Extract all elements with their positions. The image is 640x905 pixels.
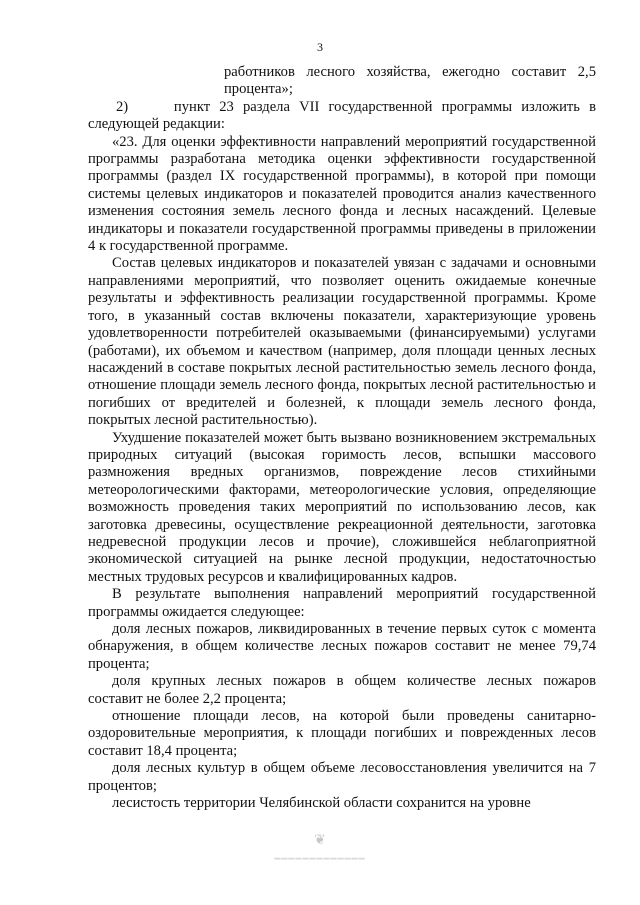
paragraph-deterioration: Ухудшение показателей может быть вызвано возникновением экстремальных природных ситуаций (высокая горимость лесов, вспышки массового размножения вредных организмов, повреждение лесов стихийными метеорологическими факторами, метеорологические условия, определяющие возможность проведения таких мероприятий по использованию лесов, как заготовка древесины, осуществление рекреационной деятельности, заготовка недревесной продукции лесов и прочие), сложившейся неблагоприятной экономической ситуацией на рынке лесной продукции, недостаточностью местных трудовых ресурсов и квалифицированных кадров. xyxy=(88,429,596,585)
emblem-icon: ❦ xyxy=(314,833,326,848)
page-number: 3 xyxy=(317,40,323,54)
list-item-forest-cover: лесистость территории Челябинской области сохранится на уровне xyxy=(112,795,531,812)
list-item-large-fires: доля крупных лесных пожаров в общем количестве лесных пожаров составит не более 2,2 процента; xyxy=(88,673,596,707)
document-body xyxy=(88,64,596,812)
paragraph-item-2: 2) пункт 23 раздела VII государственной программы изложить в следующей редакции: xyxy=(88,98,596,133)
list-item-forest-cultures: доля лесных культур в общем объеме лесовосстановления увеличится на 7 процентов; xyxy=(88,760,596,794)
stamp-lines: ━━━━━━━━━━━━━ xyxy=(274,854,366,865)
list-item-fires-first-day: доля лесных пожаров, ликвидированных в течение первых суток с момента обнаружения, в общем количестве лесных пожаров составит не менее 79,74 процента; xyxy=(88,621,596,672)
paragraph-expected-results: В результате выполнения направлений мероприятий государственной программы ожидается следующее: xyxy=(88,586,596,620)
paragraph-indicators: Состав целевых индикаторов и показателей увязан с задачами и основными направлениями мероприятий, что позволяет оценить ожидаемые конечные результаты и эффективность реализации государственной программы. Кроме того, в указанный состав включены показатели, характеризующие уровень удовлетворенности потребителей оказываемыми (финансируемыми) услугами (работами), их объемом и качеством (например, доля площади ценных лесных насаждений в составе покрытых лесной растительностью земель лесного фонда, отношение площади земель лесного фонда, покрытых лесной растительностью и погибших от вредителей и болезней, к площади земель лесного фонда, покрытых лесной растительностью). xyxy=(88,255,596,429)
faint-stamp xyxy=(0,832,640,867)
paragraph-point-23: «23. Для оценки эффективности направлений мероприятий государственной программы разработана методика оценки эффективности государственной программы (раздел IX государственной программы), в которой при помощи системы целевых индикаторов и показателей проводится анализ качественного изменения состояния земель лесного фонда и лесных насаждений. Целевые индикаторы и показатели государственной программы приведены в приложении 4 к государственной программе. xyxy=(88,133,596,255)
paragraph-continuation: работников лесного хозяйства, ежегодно составит 2,5 процента»; xyxy=(224,64,596,98)
list-item-sanitary: отношение площади лесов, на которой были проведены санитарно-оздоровительные мероприятия, к площади погибших и поврежденных лесов составит 18,4 процента; xyxy=(88,708,596,759)
